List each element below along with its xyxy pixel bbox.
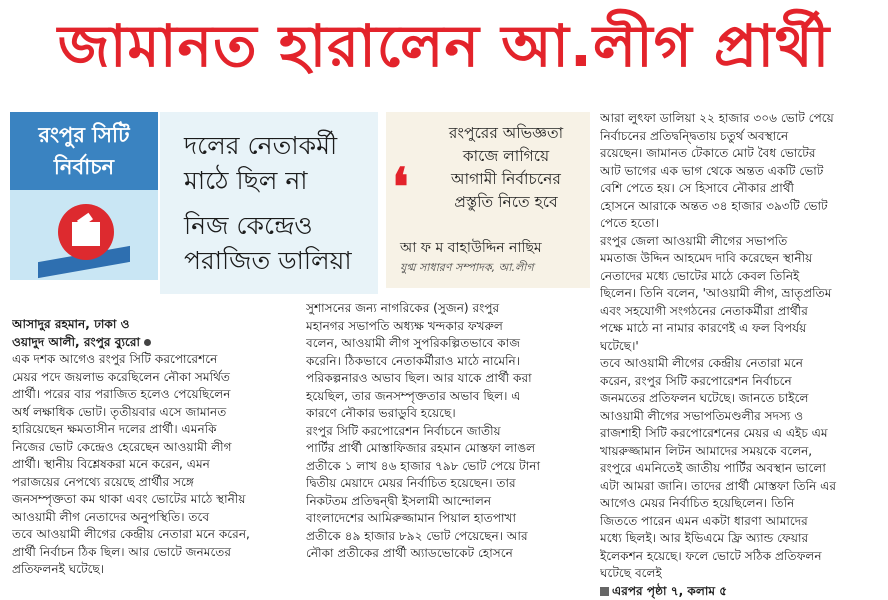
bullet-icon [144,339,151,346]
text-line: ছিলেন। তিনি বলেন, 'আওয়ামী লীগ, ভ্রাতৃপ্রতিম [600,285,884,303]
text-line: খায়রুজ্জামান লিটন আমাদের সময়কে বলেন, [600,443,884,461]
text-line: প্রার্থী। পরের বার পরাজিত হলেও পেয়েছিলেন [12,386,292,404]
section-tag-line2: নির্বাচন [10,151,158,183]
continuation-text: এরপর পৃষ্ঠা ৭, কলাম ৫ [612,584,727,598]
text-line: পার্টির প্রার্থী মোস্তাফিজার রহমান মোস্তফা লাঙল [306,440,592,458]
text-line: বাংলাদেশের আমিরুজ্জামান পিয়াল হাতপাখা [306,510,592,528]
text-line: নৌকা প্রতীকের প্রার্থী অ্যাডভোকেট হোসনে [306,545,592,563]
text-line: পেতে হতো। [600,215,884,233]
text-line: নেতাদের মধ্যে ভোটের মাঠে কেবল তিনিই [600,268,884,286]
text-line: হারিয়েছেন ক্ষমতাসীন দলের প্রার্থী। এমনকি [12,421,292,439]
text-line: আগেও মেয়র নির্বাচিত হয়েছিলেন। তিনি [600,495,884,513]
text-line: রয়েছেন। জামানত টেকাতে মোট বৈধ ভোটের [600,145,884,163]
square-bullet-icon [600,587,609,596]
text-line: বলেন, আওয়ামী লীগ সুপরিকল্পিতভাবে কাজ [306,335,592,353]
article-column-2 [306,300,592,563]
continuation-note [600,583,884,600]
text-line: মহানগর সভাপতি অধ্যক্ষ খন্দকার ফখরুল [306,318,592,336]
quote-author: আ ফ ম বাহাউদ্দিন নাছিম [400,238,588,258]
quote-line: কাজে লাগিয়ে [422,145,590,168]
headline: জামানত হারালেন আ.লীগ প্রার্থী [0,0,888,92]
quote-line: প্রস্তুতি নিতে হবে [422,191,590,214]
text-line: রংপুর জেলা আওয়ামী লীগের সভাপতি [600,233,884,251]
text-line: হোসনে আরাকে অন্তত ৩৪ হাজার ৩৯৩টি ভোট [600,198,884,216]
byline-line [12,334,292,352]
subheadline-line: নিজ কেন্দ্রেও [184,208,378,243]
section-tag-line1: রংপুর সিটি [10,119,158,151]
text-line: এক দশক আগেও রংপুর সিটি করপোরেশনে [12,351,292,369]
subheadline-line: মাঠে ছিল না [184,163,378,198]
text-line: পরিকল্পনারও অভাব ছিল। আর যাকে প্রার্থী করা [306,370,592,388]
text-line: প্রার্থী নির্বাচন ঠিক ছিল। আর ভোটে জনমতের [12,544,292,562]
text-line: রাজশাহী সিটি করপোরেশনের মেয়র এ এইচ এম [600,425,884,443]
quote-text [422,122,590,214]
text-line: ঘটেছে।' [600,338,884,356]
text-line: জনসম্পৃক্ততা কম থাকা এবং ভোটের মাঠে স্থানীয় [12,491,292,509]
quote-author-title: যুগ্ম সাধারণ সম্পাদক, আ.লীগ [400,260,588,276]
byline-line: আসাদুর রহমান, ঢাকা ও [12,316,292,334]
text-line: প্রার্থী। স্থানীয় বিশ্লেষকরা মনে করেন, এমন [12,456,292,474]
text-line: নির্বাচনের প্রতিদ্বন্দ্বিতায় চতুর্থ অবস্থানে [600,128,884,146]
quote-mark-icon: ❛ [392,162,409,214]
text-line: আওয়ামী লীগ নেতাদের অনুপস্থিতি। তবে [12,509,292,527]
text-line: জনমতের প্রতিফলন ঘটেছে। জানতে চাইলে [600,390,884,408]
text-line: প্রতীকে ৪৯ হাজার ৮৯২ ভোট পেয়েছেন। আর [306,528,592,546]
text-line: বেশি পেতে হয়। সে হিসাবে নৌকার প্রার্থী [600,180,884,198]
subheadline-panel [160,112,378,294]
text-line: এটা আমরা জানি। তাদের প্রার্থী মোস্তফা তিনি এর [600,478,884,496]
text-line: করেন, রংপুর সিটি করপোরেশন নির্বাচনে [600,373,884,391]
text-line: করেনি। ঠিকভাবে নেতাকর্মীরাও মাঠে নামেনি। [306,353,592,371]
article-column-3 [600,110,884,600]
subheadline-line: পরাজিত ডালিয়া [184,243,378,278]
text-line: তবে আওয়ামী লীগের কেন্দ্রীয় নেতারা মনে করেন, [12,526,292,544]
text-line: প্রতিফলনই ঘটেছে। [12,561,292,579]
text-line: নিজের ভোট কেন্দ্রেও হেরেছেন আওয়ামী লীগ [12,439,292,457]
text-line: অর্ধ লক্ষাধিক ভোট। তৃতীয়বার এসে জামানত [12,404,292,422]
text-line: দ্বিতীয় মেয়াদে মেয়র নির্বাচিত হয়েছেন। তার [306,475,592,493]
text-line: মেয়র পদে জয়লাভ করেছিলেন নৌকা সমর্থিত [12,369,292,387]
text-line: নিকটতম প্রতিদ্বন্দ্বী ইসলামী আন্দোলন [306,493,592,511]
ballot-box-icon [38,202,130,274]
text-line: ঘটেছে বলেই [600,565,884,583]
text-line: তবে আওয়ামী লীগের কেন্দ্রীয় নেতারা মনে [600,355,884,373]
section-tag [10,112,158,190]
text-line: রংপুরে এমনিতেই জাতীয় পার্টির অবস্থান ভালো [600,460,884,478]
ballot-box [72,222,100,246]
text-line: জিততে পারেন এমন একটা ধারণা আমাদের [600,513,884,531]
text-line: আট ভাগের এক ভাগ থেকে অন্তত একটি ভোট [600,163,884,181]
pull-quote [386,112,590,288]
subheadline-line: দলের নেতাকর্মী [184,128,378,163]
text-line: মমতাজ উদ্দিন আহমেদ দাবি করেছেন স্থানীয় [600,250,884,268]
text-line: হয়েছিল, তার জনসম্পৃক্ততার অভাব ছিল। এ [306,388,592,406]
text-line: রংপুর সিটি করপোরেশন নির্বাচনে জাতীয় [306,423,592,441]
text-line: সুশাসনের জন্য নাগরিকের (সুজন) রংপুর [306,300,592,318]
text-line: কারণে নৌকার ভরাডুবি হয়েছে। [306,405,592,423]
text-line: আরা লুৎফা ডালিয়া ২২ হাজার ৩০৬ ভোট পেয়ে [600,110,884,128]
text-line: মধ্যে ছিলই। আর ইভিএমে ফ্রি অ্যান্ড ফেয়ার [600,530,884,548]
byline-text: ওয়াদুদ আলী, রংপুর ব্যুরো [12,335,140,349]
text-line: ইলেকশন হয়েছে। ফলে ভোটে সঠিক প্রতিফলন [600,548,884,566]
text-line: পক্ষে মাঠে না নামার কারণেই এ ফল বিপর্যয় [600,320,884,338]
quote-line: রংপুরের অভিজ্ঞতা [422,122,590,145]
quote-line: আগামী নির্বাচনের [422,168,590,191]
section-tag-panel [10,112,158,280]
text-line: প্রতীকে ১ লাখ ৪৬ হাজার ৭৯৮ ভোট পেয়ে টানা [306,458,592,476]
text-line: পরাজয়ের নেপথ্যে রয়েছে প্রার্থীর সঙ্গে [12,474,292,492]
text-line: এবং সহযোগী সংগঠনের নেতাকর্মীরা প্রার্থীর [600,303,884,321]
article-column-1 [12,316,292,579]
text-line: আওয়ামী লীগের সভাপতিমণ্ডলীর সদস্য ও [600,408,884,426]
